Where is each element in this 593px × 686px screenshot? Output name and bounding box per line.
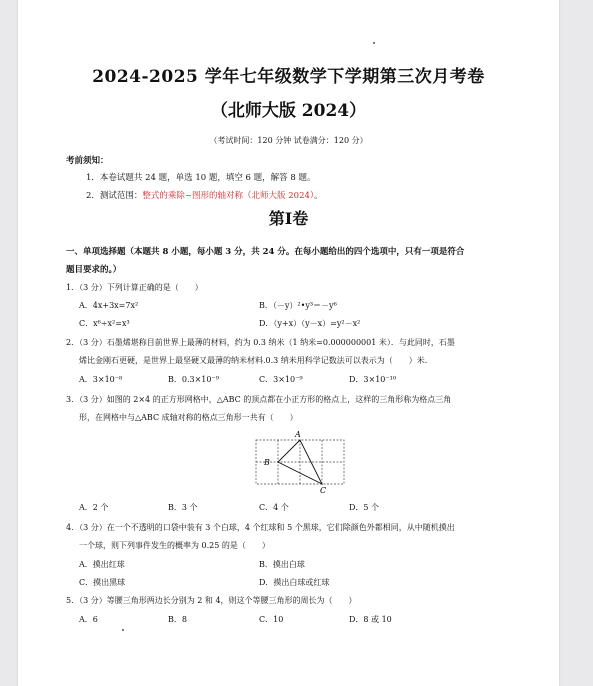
notice-item-2	[86, 189, 323, 201]
q5-option-b: B．8	[168, 615, 187, 624]
q4-option-a: A．摸出红球	[79, 560, 125, 569]
notice-item-2-suffix: 。	[314, 191, 323, 201]
q3-option-c: C．4 个	[259, 503, 289, 512]
q3-grid-figure	[248, 428, 348, 498]
page-subtitle: （北师大版 2024）	[210, 101, 367, 121]
part-title: 第Ⅰ卷	[268, 209, 309, 228]
q5-option-a: A．6	[79, 615, 98, 624]
vertex-label-c: C	[320, 486, 327, 495]
q2-option-d: D．3×10⁻¹⁰	[349, 375, 397, 384]
q4-stem: 4．（3 分）在一个不透明的口袋中装有 3 个白球，4 个红球和 5 个黑球，它们除颜色外都相同，从中随机摸出	[66, 523, 455, 532]
q5-stem: 5．（3 分）等腰三角形两边长分别为 2 和 4，则这个等腰三角形的周长为（ ）	[66, 596, 357, 605]
q1-stem: 1．（3 分）下列计算正确的是（ ）	[66, 283, 203, 292]
section-title-cont: 题目要求的。）	[66, 265, 122, 275]
q3-option-d: D．5 个	[349, 503, 380, 512]
q1-option-c: C．x⁶÷x²=x³	[79, 319, 130, 328]
vertex-label-a: A	[295, 430, 301, 439]
q1-option-b: B．（－y）²•y³＝－y⁶	[259, 301, 337, 310]
q3-option-a: A．2 个	[79, 503, 109, 512]
q2-stem-cont: 烯比金刚石更硬，是世界上最坚硬又最薄的纳米材料.0.3 纳米用科学记数法可以表示为（ ）米.	[79, 356, 428, 365]
q2-option-b: B．0.3×10⁻⁹	[168, 375, 219, 384]
q4-stem-cont: 一个球，则下列事件发生的概率为 0.25 的是（ ）	[79, 541, 270, 550]
notice-item-2-prefix: 2．测试范围：	[86, 191, 143, 201]
document-page	[18, 0, 559, 686]
section-title: 一、单项选择题（本题共 8 小题，每小题 3 分，共 24 分。在每小题给出的四个选项中，只有一项是符合	[66, 247, 465, 257]
vertex-label-b: B	[264, 458, 270, 467]
page-title: 2024-2025 学年七年级数学下学期第三次月考卷	[92, 67, 485, 87]
q2-option-c: C．3×10⁻⁹	[259, 375, 303, 384]
q4-option-c: C．摸出黑球	[79, 578, 126, 587]
exam-info: （考试时间：120 分钟 试卷满分：120 分）	[209, 136, 368, 145]
q3-stem: 3．（3 分）如图的 2×4 的正方形网格中，△ABC 的顶点都在小正方形的格点上，这样的三角形称为格点三角	[66, 395, 452, 404]
q4-option-d: D．摸出白球或红球	[259, 578, 330, 587]
notice-item-1: 1．本卷试题共 24 题，单选 10 题，填空 6 题，解答 8 题。	[86, 173, 316, 183]
q1-option-a: A．4x+3x=7x²	[79, 301, 139, 310]
speck-mark	[122, 629, 124, 631]
q2-option-a: A．3×10⁻⁸	[79, 375, 123, 384]
speck-mark	[373, 42, 375, 44]
q4-option-b: B．摸出白球	[259, 560, 305, 569]
q5-option-c: C．10	[259, 615, 284, 624]
q2-stem: 2．（3 分）石墨烯堪称目前世界上最薄的材料，约为 0.3 纳米（1 纳米=0.000000001 米）．与此同时，石墨	[66, 338, 455, 347]
q5-option-d: D．8 或 10	[349, 615, 392, 624]
q3-option-b: B．3 个	[168, 503, 198, 512]
q3-stem-cont: 形，在网格中与△ABC 成轴对称的格点三角形一共有（ ）	[79, 413, 298, 422]
notice-item-2-scope: 整式的乘除~图形的轴对称（北师大版 2024）	[142, 191, 315, 201]
q1-option-d: D．（y+x）（y－x）=y²－x²	[259, 319, 361, 328]
notice-heading: 考前须知：	[66, 156, 109, 166]
